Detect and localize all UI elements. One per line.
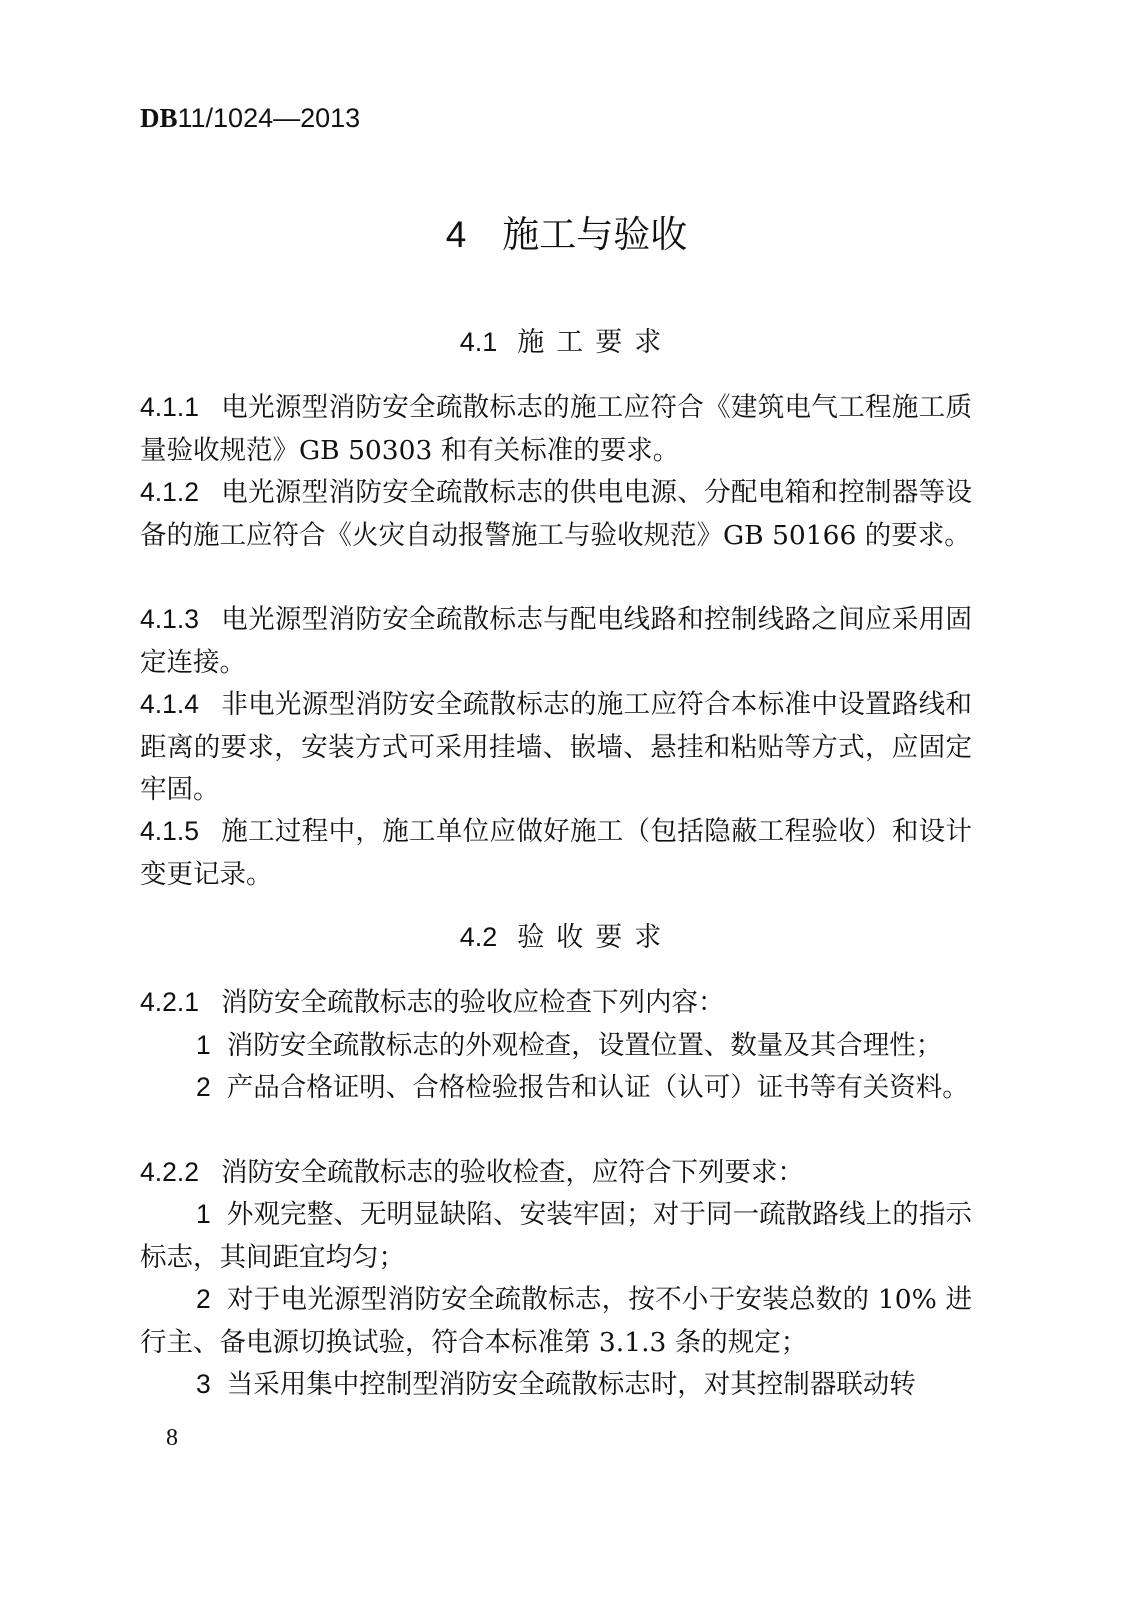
clause-text: 非电光源型消防安全疏散标志的施工应符合本标准中设置路线和距离的要求，安装方式可采用挂墙、嵌墙、悬挂和粘贴等方式，应固定牢固。 bbox=[140, 689, 972, 805]
clause-4-2-1-item-1 bbox=[140, 1024, 972, 1068]
clause-number: 4.2.2 bbox=[140, 1157, 199, 1187]
clause-4-1-3 bbox=[140, 598, 972, 684]
page-number: 8 bbox=[166, 1425, 178, 1451]
clause-text: 电光源型消防安全疏散标志与配电线路和控制线路之间应采用固定连接。 bbox=[140, 604, 972, 678]
section-title-4-2 bbox=[0, 919, 1133, 956]
item-text: 外观完整、无明显缺陷、安装牢固；对于同一疏散路线上的指示标志，其间距宜均匀； bbox=[140, 1199, 972, 1273]
item-number: 1 bbox=[196, 1199, 211, 1229]
clause-text: 电光源型消防安全疏散标志的施工应符合《建筑电气工程施工质量验收规范》GB 50303 和有关标准的要求。 bbox=[140, 392, 972, 466]
item-number: 1 bbox=[196, 1030, 211, 1060]
item-text: 当采用集中控制型消防安全疏散标志时，对其控制器联动转 bbox=[226, 1369, 916, 1400]
item-number: 3 bbox=[196, 1369, 211, 1399]
clause-number: 4.2.1 bbox=[140, 987, 199, 1017]
section-number: 4.2 bbox=[459, 922, 498, 952]
section-number: 4.1 bbox=[459, 327, 498, 357]
clause-number: 4.1.3 bbox=[140, 604, 199, 634]
item-text: 消防安全疏散标志的外观检查，设置位置、数量及其合理性； bbox=[226, 1030, 943, 1061]
clause-number: 4.1.4 bbox=[140, 689, 199, 719]
clause-number: 4.1.2 bbox=[140, 477, 199, 507]
section-name: 验收要求 bbox=[517, 922, 674, 953]
section-title-4-1 bbox=[0, 324, 1133, 361]
clause-4-1-2 bbox=[140, 471, 972, 557]
clause-text: 消防安全疏散标志的验收应检查下列内容： bbox=[220, 987, 725, 1018]
standard-code-number: 11/1024—2013 bbox=[177, 103, 361, 133]
clause-4-1-4 bbox=[140, 683, 972, 812]
clause-number: 4.1.1 bbox=[140, 392, 199, 422]
standard-code-prefix: DB bbox=[140, 103, 178, 133]
clause-4-2-2-item-2 bbox=[140, 1278, 972, 1364]
clause-text: 施工过程中，施工单位应做好施工（包括隐蔽工程验收）和设计变更记录。 bbox=[140, 816, 972, 890]
clause-4-1-1 bbox=[140, 386, 972, 472]
clause-4-2-2-item-1 bbox=[140, 1193, 972, 1279]
item-text: 对于电光源型消防安全疏散标志，按不小于安装总数的 10% 进行主、备电源切换试验，符合本标准第 3.1.3 条的规定； bbox=[140, 1284, 972, 1358]
clause-text: 电光源型消防安全疏散标志的供电电源、分配电箱和控制器等设备的施工应符合《火灾自动报警施工与验收规范》GB 50166 的要求。 bbox=[140, 477, 972, 551]
clause-4-1-5 bbox=[140, 810, 972, 896]
chapter-number: 4 bbox=[445, 214, 467, 255]
section-name: 施工要求 bbox=[517, 327, 674, 358]
clause-4-2-2 bbox=[140, 1151, 972, 1195]
clause-4-2-1-item-2 bbox=[140, 1066, 972, 1110]
chapter-title bbox=[0, 210, 1133, 260]
clause-text: 消防安全疏散标志的验收检查，应符合下列要求： bbox=[220, 1157, 804, 1188]
standard-code bbox=[140, 100, 360, 136]
item-text: 产品合格证明、合格检验报告和认证（认可）证书等有关资料。 bbox=[226, 1072, 969, 1103]
clause-4-2-1 bbox=[140, 981, 972, 1025]
chapter-name: 施工与验收 bbox=[502, 213, 688, 256]
clause-4-2-2-item-3 bbox=[140, 1363, 972, 1407]
item-number: 2 bbox=[196, 1284, 211, 1314]
item-number: 2 bbox=[196, 1072, 211, 1102]
clause-number: 4.1.5 bbox=[140, 816, 199, 846]
